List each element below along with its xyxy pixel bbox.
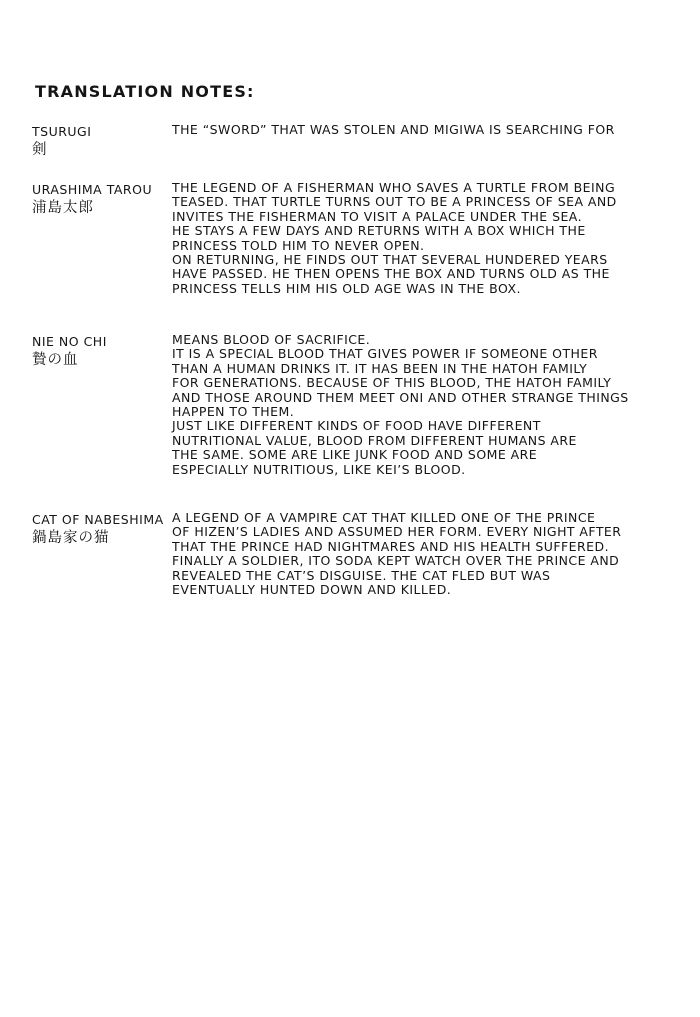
term-column bbox=[32, 181, 172, 218]
glossary-entry-tsurugi bbox=[32, 123, 680, 160]
term-romaji: CAT OF NABESHIMA bbox=[32, 512, 164, 527]
term-column bbox=[32, 511, 172, 548]
term-japanese: 剣 bbox=[32, 142, 48, 158]
term-romaji: TSURUGI bbox=[32, 124, 92, 139]
glossary-entry-urashima-tarou bbox=[32, 181, 680, 296]
glossary-entry-nie-no-chi bbox=[32, 333, 680, 477]
term-definition: MEANS BLOOD OF SACRIFICE. IT IS A SPECIAL BLOOD THAT GIVES POWER IF SOMEONE OTHER THAN A HUMAN DRINKS IT. IT HAS BEEN IN THE HATOH FAMILY FOR GENERATIONS. BECAUSE OF THIS BLOOD, THE HATOH FAMILY AND THOSE AROUND THEM MEET ONI AND OTHER STRANGE THINGS HAPPEN TO THEM. JUST LIKE DIFFERENT KINDS OF FOOD HAVE DIFFERENT NUTRITIONAL VALUE, BLOOD FROM DIFFERENT HUMANS ARE THE SAME. SOME ARE LIKE JUNK FOOD AND SOME ARE ESPECIALLY NUTRITIOUS, LIKE KEI’S BLOOD. bbox=[172, 332, 629, 477]
term-column bbox=[32, 333, 172, 370]
term-japanese: 浦島太郎 bbox=[32, 200, 94, 216]
term-japanese: 贄の血 bbox=[32, 352, 79, 368]
term-definition: A LEGEND OF A VAMPIRE CAT THAT KILLED ONE OF THE PRINCE OF HIZEN’S LADIES AND ASSUMED HER FORM. EVERY NIGHT AFTER THAT THE PRINCE HAD NIGHTMARES AND HIS HEALTH SUFFERED. FINALLY A SOLDIER, ITO SODA KEPT WATCH OVER THE PRINCE AND REVEALED THE CAT’S DISGUISE. THE CAT FLED BUT WAS EVENTUALLY HUNTED DOWN AND KILLED. bbox=[172, 510, 622, 598]
term-definition: THE LEGEND OF A FISHERMAN WHO SAVES A TURTLE FROM BEING TEASED. THAT TURTLE TURNS OUT TO BE A PRINCESS OF SEA AND INVITES THE FISHERMAN TO VISIT A PALACE UNDER THE SEA. HE STAYS A FEW DAYS AND RETURNS WITH A BOX WHICH THE PRINCESS TOLD HIM TO NEVER OPEN. ON RETURNING, HE FINDS OUT THAT SEVERAL HUNDERED YEARS HAVE PASSED. HE THEN OPENS THE BOX AND TURNS OLD AS THE PRINCESS TELLS HIM HIS OLD AGE WAS IN THE BOX. bbox=[172, 180, 617, 296]
page-title: TRANSLATION NOTES: bbox=[35, 81, 255, 101]
term-column bbox=[32, 123, 172, 160]
term-romaji: URASHIMA TAROU bbox=[32, 182, 153, 197]
term-romaji: NIE NO CHI bbox=[32, 334, 107, 349]
term-japanese: 鍋島家の猫 bbox=[32, 530, 110, 546]
term-definition: THE “SWORD” THAT WAS STOLEN AND MIGIWA IS SEARCHING FOR bbox=[172, 122, 615, 137]
glossary-entry-cat-of-nabeshima bbox=[32, 511, 680, 597]
